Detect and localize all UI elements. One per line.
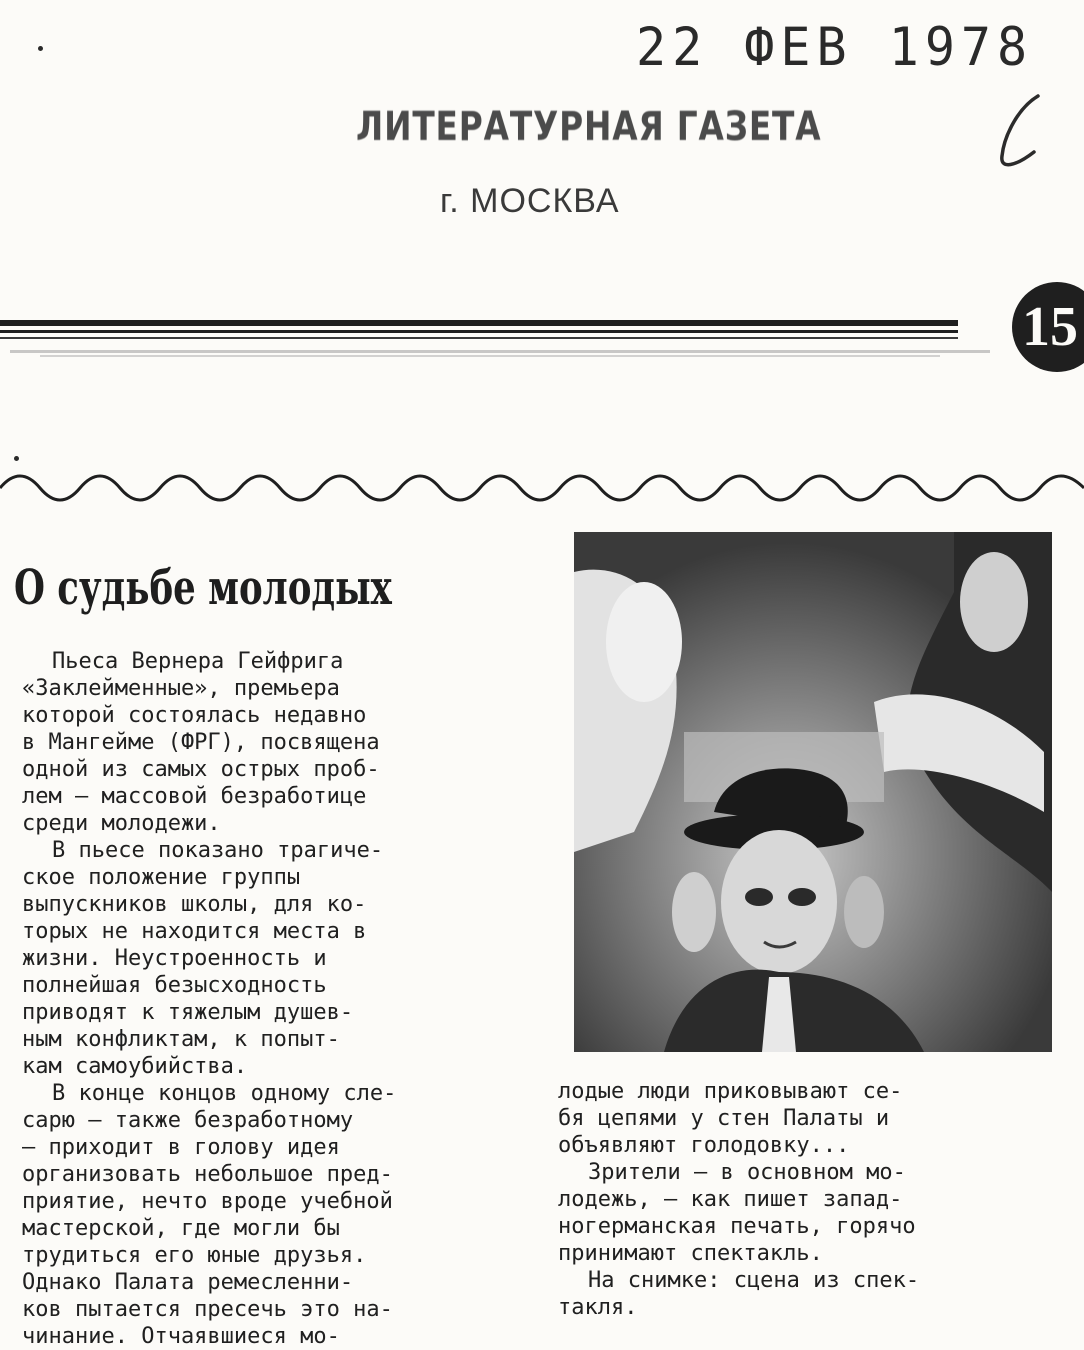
article-line: трудиться его юные друзья. bbox=[22, 1243, 367, 1268]
article-line: кам самоубийства. bbox=[22, 1054, 248, 1079]
article-line: На снимке: сцена из спек- bbox=[588, 1268, 920, 1293]
wavy-separator bbox=[0, 460, 1084, 504]
article-column-right bbox=[558, 1078, 1070, 1321]
article-line: Пьеса Вернера Гейфрига bbox=[52, 649, 344, 674]
article-line: принимают спектакль. bbox=[558, 1241, 823, 1266]
article-line: ногерманская печать, горячо bbox=[558, 1214, 916, 1239]
article-line: организовать небольшое пред- bbox=[22, 1162, 393, 1187]
article-line: бя цепями у стен Палаты и bbox=[558, 1106, 890, 1131]
newspaper-name-stamp: ЛИТЕРАТУРНАЯ ГАЗЕТА bbox=[356, 104, 822, 150]
article-headline: О судьбе молодых bbox=[14, 560, 392, 616]
article-line: приятие, нечто вроде учебной bbox=[22, 1189, 393, 1214]
article-line: которой состоялась недавно bbox=[22, 703, 367, 728]
article-line: ным конфликтам, к попыт- bbox=[22, 1027, 340, 1052]
article-line: «Заклейменные», премьера bbox=[22, 676, 340, 701]
bleed-through-text bbox=[0, 344, 1040, 362]
article-line: жизни. Неустроенность и bbox=[22, 946, 327, 971]
article-line: одной из самых острых проб- bbox=[22, 757, 380, 782]
article-line: выпускников школы, для ко- bbox=[22, 892, 367, 917]
article-column-left bbox=[22, 648, 522, 1350]
article-line: в Мангейме (ФРГ), посвящена bbox=[22, 730, 380, 755]
article-line: чинание. Отчаявшиеся мо- bbox=[22, 1324, 340, 1349]
clipping-date-stamp: 22 ФЕВ 1978 bbox=[636, 16, 1034, 78]
article-line: лодежь, — как пишет запад- bbox=[558, 1187, 903, 1212]
article-line: такля. bbox=[558, 1295, 638, 1320]
article-line: торых не находится места в bbox=[22, 919, 367, 944]
article-line: сарю — также безработному bbox=[22, 1108, 354, 1133]
article-line: среди молодежи. bbox=[22, 811, 221, 836]
article-line: лем — массовой безработице bbox=[22, 784, 367, 809]
article-line: объявляют голодовку... bbox=[558, 1133, 850, 1158]
article-line: В конце концов одному сле- bbox=[52, 1081, 397, 1106]
article-line: — приходит в голову идея bbox=[22, 1135, 340, 1160]
theatre-scene-photo bbox=[574, 532, 1052, 1052]
article-line: мастерской, где могли бы bbox=[22, 1216, 340, 1241]
article-line: приводят к тяжелым душев- bbox=[22, 1000, 354, 1025]
article-line: ков пытается пресечь это на- bbox=[22, 1297, 393, 1322]
ink-dot bbox=[38, 46, 43, 51]
article-line: Зрители — в основном мо- bbox=[588, 1160, 906, 1185]
page-number-badge: 15 bbox=[1012, 282, 1084, 372]
article-line: Однако Палата ремесленни- bbox=[22, 1270, 354, 1295]
article-line: ское положение группы bbox=[22, 865, 301, 890]
article-line: В пьесе показано трагиче- bbox=[52, 838, 384, 863]
article-line: полнейшая безысходность bbox=[22, 973, 327, 998]
handwritten-mark bbox=[990, 90, 1050, 180]
article-line: лодые люди приковывают се- bbox=[558, 1079, 903, 1104]
page-rule bbox=[0, 316, 958, 346]
city-stamp: г. МОСКВА bbox=[440, 182, 620, 220]
